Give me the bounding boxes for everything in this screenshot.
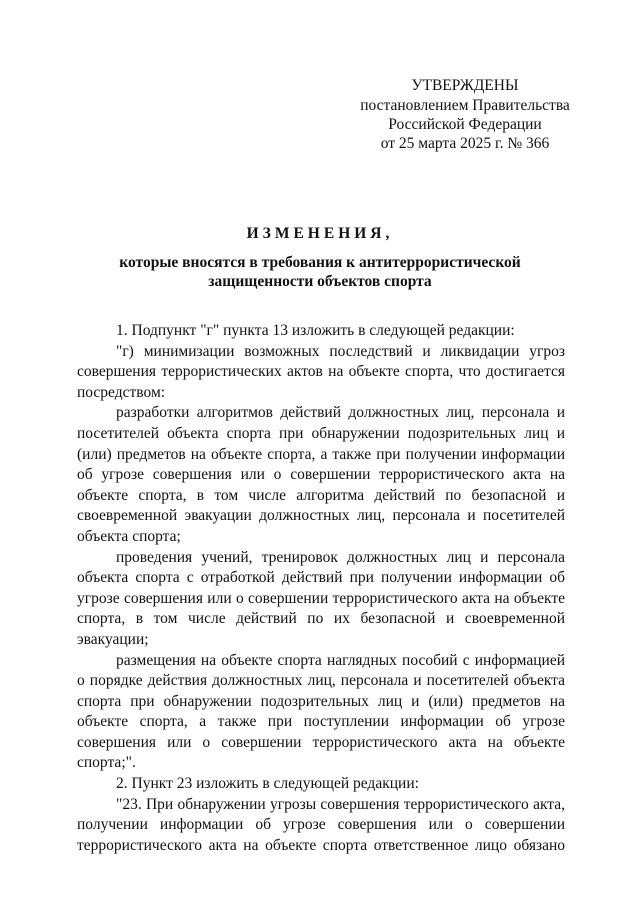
approval-date-line: от 25 марта 2025 г. № 366 <box>380 135 550 152</box>
paragraph-algorithms: разработки алгоритмов действий должностных лиц, персонала и посетителей объекта спорта при обнаружении подозрительных лиц и (или) предметов на объекте спорта, а также при получении информации об угрозе совершения или о совершении террористического акта на объекте спорта, в том числе алгоритма действий по безопасной и своевременной эвакуации должностных лиц, персонала и посетителей объекта спорта; <box>77 404 565 545</box>
paragraph-item-23: "23. При обнаружении угрозы совершения террористического акта, получении информации об угрозе совершения или о совершении террористического акта на объекте спорта ответственное лицо обязано <box>77 795 565 854</box>
document-title <box>70 224 570 291</box>
approval-heading: УТВЕРЖДЕНЫ <box>411 77 519 94</box>
title-main: ИЗМЕНЕНИЯ, <box>246 225 394 242</box>
approval-line: постановлением Правительства <box>360 97 570 114</box>
paragraph-subitem-g: "г) минимизации возможных последствий и ликвидации угроз совершения террористических актов на объекте спорта, что достигается посредством: <box>77 342 565 401</box>
approval-line: Российской Федерации <box>388 116 542 133</box>
paragraph-visual-aids: размещения на объекте спорта наглядных пособий с информацией о порядке действия должностных лиц, персонала и посетителей объекта спорта при обнаружении подозрительных лиц и (или) предметов на объекте спорта, а также при поступлении информации об угрозе совершения или о совершении террористического акта на объекте спорта;". <box>77 651 565 772</box>
paragraph-drills: проведения учений, тренировок должностных лиц и персонала объекта спорта с отработкой действий при получении информации об угрозе совершения или о совершении террористического акта на объекте спорта, в том числе действий по их безопасной и своевременной эвакуации; <box>77 548 565 648</box>
document-body <box>77 321 565 856</box>
title-subtitle-line: которые вносятся в требования к антитеррористической <box>119 254 521 271</box>
paragraph-item-2: 2. Пункт 23 изложить в следующей редакции: <box>116 775 419 793</box>
title-subtitle-line: защищенности объектов спорта <box>208 273 432 290</box>
paragraph-item-1: 1. Подпункт "г" пункта 13 изложить в следующей редакции: <box>116 322 515 339</box>
approval-stamp <box>340 76 590 153</box>
